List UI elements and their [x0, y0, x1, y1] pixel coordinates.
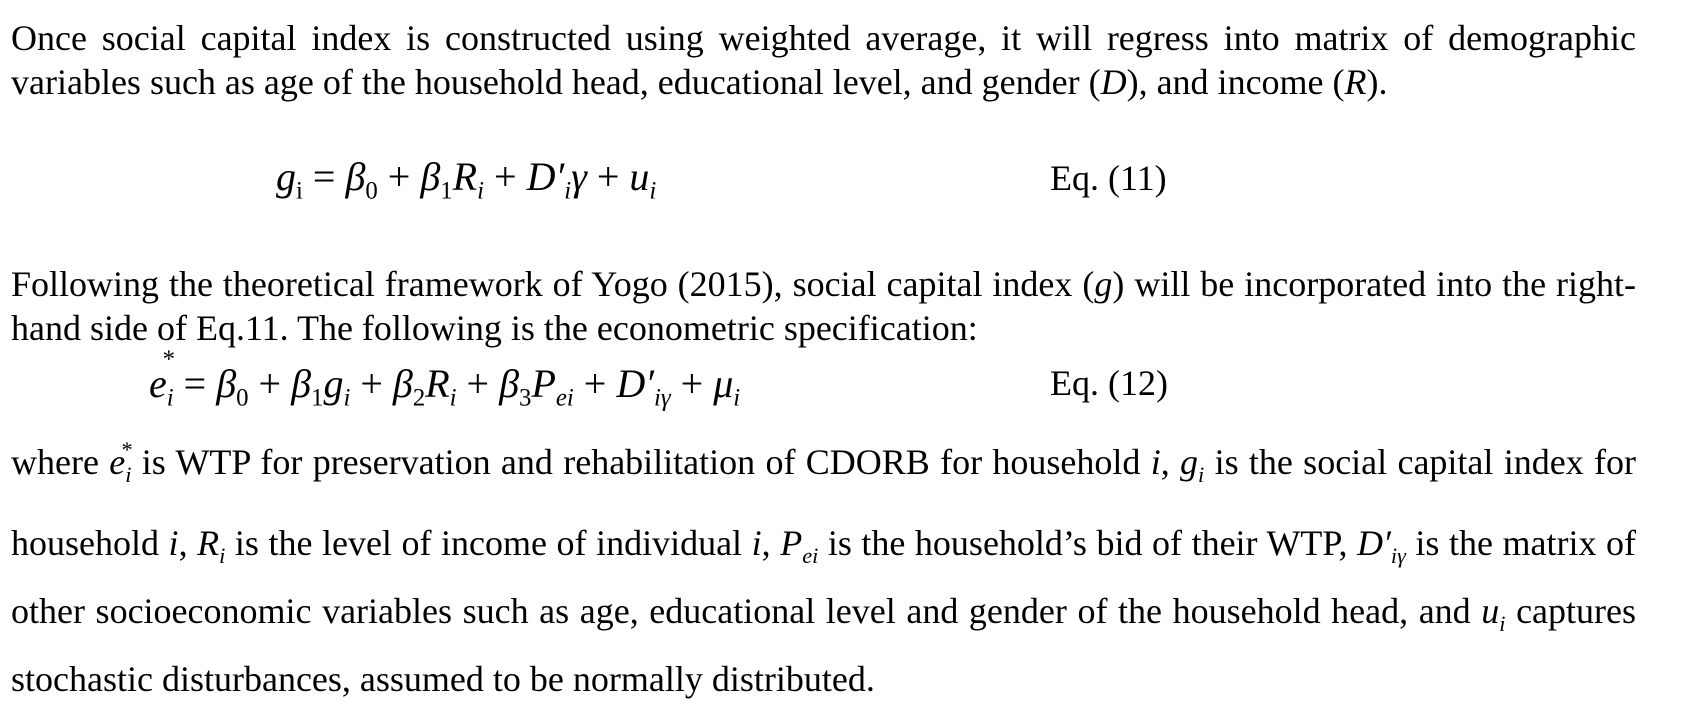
equation-11-label: Eq. (11) [1050, 158, 1167, 198]
eq11-u-sub: i [649, 177, 657, 205]
eq12-beta0-sub: 0 [236, 384, 249, 412]
p3-text-3: , [1160, 442, 1181, 482]
eq12-e-sub: i [166, 384, 174, 412]
p3-u: u [1481, 590, 1500, 631]
p3-text-7: , [761, 522, 781, 563]
p3-d-sub: iγ [1390, 542, 1406, 568]
eq12-equals: = [173, 361, 217, 406]
p3-text-5: , [178, 522, 198, 563]
paragraph-theoretical-framework [11, 262, 1636, 350]
eq11-beta1: β [420, 154, 441, 199]
eq12-d: D′ [616, 361, 654, 406]
equation-12-label: Eq. (12) [1050, 363, 1168, 403]
eq12-r: R [425, 361, 450, 406]
p3-text-10: captures stochastic disturbances, assumed to be normally distributed. [11, 590, 1637, 699]
p3-i-3: i [751, 522, 762, 563]
p3-i-1: i [1150, 442, 1161, 482]
p3-r-sub: i [219, 542, 226, 568]
eq12-r-sub: i [449, 384, 457, 412]
eq12-e-sup: * [162, 346, 176, 374]
p3-text-8: is the household’s bid of their WTP, [818, 522, 1357, 563]
eq12-p-sub: ei [555, 384, 574, 412]
eq11-equals: = [302, 154, 346, 199]
eq11-d: D′ [526, 154, 565, 199]
p2-var-g: g [1094, 264, 1113, 304]
p1-var-d: D [1100, 62, 1127, 102]
p3-text-2: is WTP for preservation and rehabilitation of CDORB for household [131, 442, 1151, 482]
p3-e-sup: * [121, 436, 133, 462]
p3-g: g [1180, 442, 1199, 482]
eq11-g: g [276, 154, 296, 199]
eq12-plus-4: + [573, 361, 617, 406]
eq12-beta1: β [291, 361, 312, 406]
eq11-r: R [452, 154, 478, 199]
paragraph-variable-definitions [11, 428, 1636, 713]
eq11-beta0: β [345, 154, 366, 199]
p3-r: R [197, 522, 220, 563]
eq12-plus-3: + [456, 361, 500, 406]
eq12-beta0: β [216, 361, 237, 406]
eq12-beta2: β [392, 361, 413, 406]
p3-i-2: i [168, 522, 179, 563]
paragraph-social-capital-regression [11, 16, 1636, 104]
eq12-e-group [149, 346, 176, 413]
p3-e-sub: i [125, 461, 132, 487]
eq11-beta0-sub: 0 [365, 177, 378, 205]
eq11-d-sub: i [564, 177, 572, 205]
eq12-mu: μ [713, 361, 734, 406]
eq12-beta1-sub: 1 [311, 384, 324, 412]
eq12-e: e [149, 361, 167, 406]
eq12-beta3-sub: 3 [519, 384, 532, 412]
p1-text-3: ). [1366, 62, 1388, 102]
p3-u-sub: i [1499, 610, 1506, 636]
eq11-plus-3: + [586, 154, 630, 199]
eq12-beta2-sub: 2 [412, 384, 426, 412]
eq11-g-sub: i [296, 177, 303, 205]
eq12-plus-1: + [248, 361, 292, 406]
p3-text-1: where [11, 442, 110, 482]
p3-g-sub: i [1198, 461, 1205, 487]
p3-e: e [109, 442, 126, 482]
p3-p-sub: ei [802, 542, 819, 568]
eq12-d-sub: iγ [653, 384, 671, 412]
eq12-plus-5: + [670, 361, 714, 406]
p1-text-1: Once social capital index is constructed using weighted average, it will regress into matrix of demographic variables such as age of the household head, educational level, and gender ( [11, 18, 1636, 102]
p3-p: P [780, 522, 803, 563]
equation-12 [149, 346, 741, 413]
p1-text-2: ), and income ( [1126, 62, 1345, 102]
eq11-gamma: γ [571, 154, 587, 199]
eq12-g: g [323, 361, 344, 406]
eq11-plus-2: + [484, 154, 527, 199]
eq12-beta3: β [499, 361, 520, 406]
p3-text-6: is the level of income of individual [225, 522, 752, 563]
p3-text-4: is the social capital index for household [11, 442, 1636, 563]
eq11-r-sub: i [477, 177, 484, 205]
p3-d: D′ [1357, 522, 1391, 563]
p3-e-group [109, 428, 131, 509]
eq11-u: u [629, 154, 650, 199]
eq12-plus-2: + [350, 361, 393, 406]
p2-text-2: ) will be incorporated into the right-hand side of Eq.11. The following is the econometric specification: [11, 264, 1636, 348]
eq12-mu-sub: i [733, 384, 741, 412]
eq12-p: P [531, 361, 556, 406]
p1-var-r: R [1344, 62, 1367, 102]
eq11-plus-1: + [377, 154, 421, 199]
equation-11 [276, 153, 657, 205]
eq11-beta1-sub: 1 [440, 177, 453, 205]
eq12-g-sub: i [343, 384, 351, 412]
p3-text-9: is the matrix of other socioeconomic variables such as age, educational level and gender of the household head, and [11, 522, 1637, 631]
p2-text-1: Following the theoretical framework of Yogo (2015), social capital index ( [11, 264, 1095, 304]
